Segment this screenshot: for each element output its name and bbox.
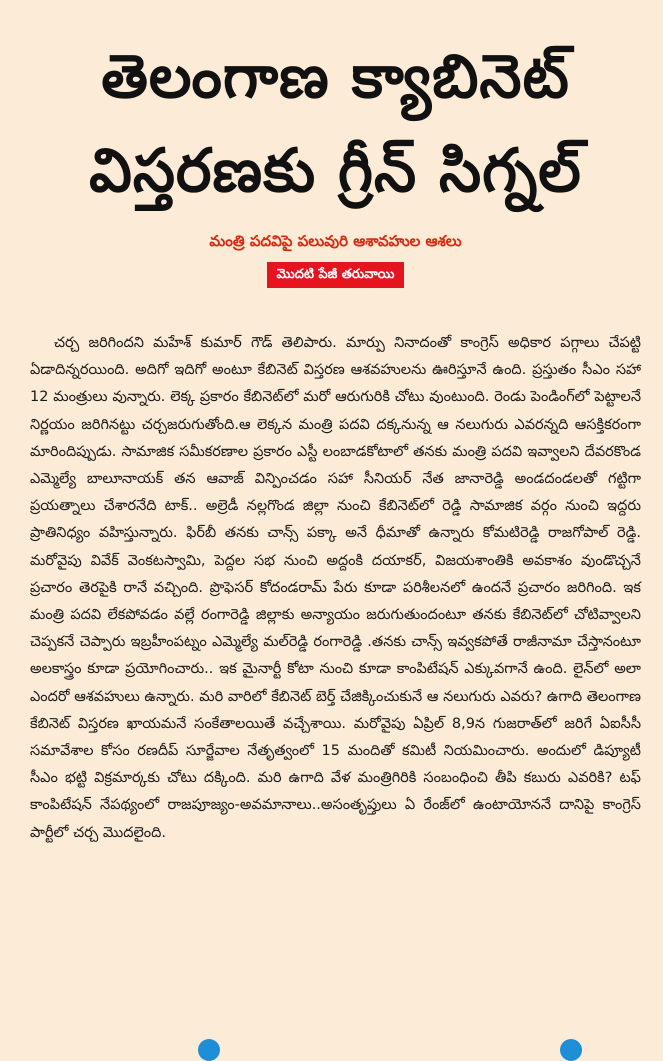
headline [30,0,641,218]
article-body: చర్చ జరిగిందని మహేశ్ కుమార్ గౌడ్ తెలిపారు. మార్పు నినాదంతో కాంగ్రెస్ అధికార పగ్గాలు చేపట్టి ఏడాదిన్నరయింది. అదిగో ఇదిగో అంటూ కేబినెట్ విస్తరణ ఆశవహులను ఊరిస్తూనే ఉంది. ప్రస్తుతం సీఎం సహా 12 మంత్రులు వున్నారు. లెక్క ప్రకారం కేబినెట్‌లో మరో ఆరుగురికి చోటు వుంటుంది. రెండు పెండింగ్‌లో పెట్టాలనే నిర్ణయం జరిగినట్టు చర్చజరుగుతోంది.ఆ లెక్కన మంత్రి పదవి దక్కనున్న ఆ నలుగురు ఎవరన్నది ఆసక్తికరంగా మారిందిప్పుడు. సామాజిక సమీకరణాల ప్రకారం ఎస్టీ లంబాడకోటాలో తనకు మంత్రి పదవి ఇవ్వాలని దేవరకొండ ఎమ్మెల్యే బాలూనాయక్ తన ఆవాజ్ విన్పించడం సహా సీనియర్ నేత జానారెడ్డి అండదండలతో గట్టిగా ప్రయత్నాలు చేశారనేది టాక్.. అల్రెడీ నల్లగొండ జిల్లా నుంచి కేబినెట్‌లో రెడ్డి సామాజిక వర్గం నుంచి ఇద్దరు ప్రాతినిధ్యం వహిస్తున్నారు. ఫిర్‌బీ తనకు చాన్స్ పక్కా అనే ధీమాతో ఉన్నారు కోమటిరెడ్డి రాజగోపాల్ రెడ్డి. మరోవైపు వివేక్ వెంకటస్వామి, పెద్దల సభ నుంచి అద్దంకి దయాకర్, విజయశాంతికి అవకాశం వుండొచ్చనే ప్రచారం తెరపైకి రానే వచ్చింది. ప్రొఫెసర్ కోదండరామ్ పేరు కూడా పరిశీలనలో ఉందనే ప్రచారం జరిగింది. ఇక మంత్రి పదవి లేకపోవడం వల్లే రంగారెడ్డి జిల్లాకు అన్యాయం జరుగుతుందంటూ తనకు కేబినెట్‌లో చోటివ్వాలని చెప్పకనే చెప్పారు ఇబ్రహీంపట్నం ఎమ్మెల్యే మల్‌రెడ్డి రంగారెడ్డి .తనకు చాన్స్ ఇవ్వకపోతే రాజీనామా చేస్తానంటూ అలకాస్త్రం కూడా ప్రయోగించారు.. ఇక మైనార్టీ కోటా నుంచి కూడా కాంపిటేషన్ ఎక్కువగానే ఉంది. లైన్‌లో అలా ఎందరో ఆశవహులు ఉన్నారు. మరి వారిలో కేబినెట్ బెర్త్ చేజిక్కించుకునే ఆ నలుగురు ఎవరు? ఉగాది తెలంగాణ కేబినెట్ విస్తరణ ఖాయమనే సంకేతాలయితే వచ్చేశాయి. మరోవైపు ఏప్రిల్ 8,9న గుజరాత్‌లో జరిగే ఏఐసీసీ సమావేశాల కోసం రణదీప్ సూర్జేవాల నేతృత్వంలో 15 మందితో కమిటీ నియమించారు. అందులో డిప్యూటీ సీఎం భట్టి విక్రమార్కకు చోటు దక్కింది. మరి ఉగాది వేళ మంత్రిగిరికి సంబంధించి తీపి కబురు ఎవరికి? టఫ్ కాంపిటేషన్ నేపథ్యంలో రాజపూజ్యం-అవమానాలు..అసంతృప్తులు ఏ రేంజ్‌లో ఉంటాయోననే దానిపై కాంగ్రెస్ పార్టీలో చర్చ మొదలైంది. [30,335,641,841]
decorative-arc-shape [198,1039,220,1061]
decorative-arc-shape [560,1039,582,1061]
headline-line-2: విస్తరణకు గ్రీన్ సిగ్నల్ [89,136,582,206]
headline-line-1: తెలంగాణ క్యాబినెట్ [101,42,570,112]
continuation-tag-container [30,262,641,292]
subheadline: మంత్రి పదవిపై పలువురి ఆశావహుల ఆశలు [209,232,462,250]
continuation-tag: మొదటి పేజీ తరువాయి [267,262,405,288]
